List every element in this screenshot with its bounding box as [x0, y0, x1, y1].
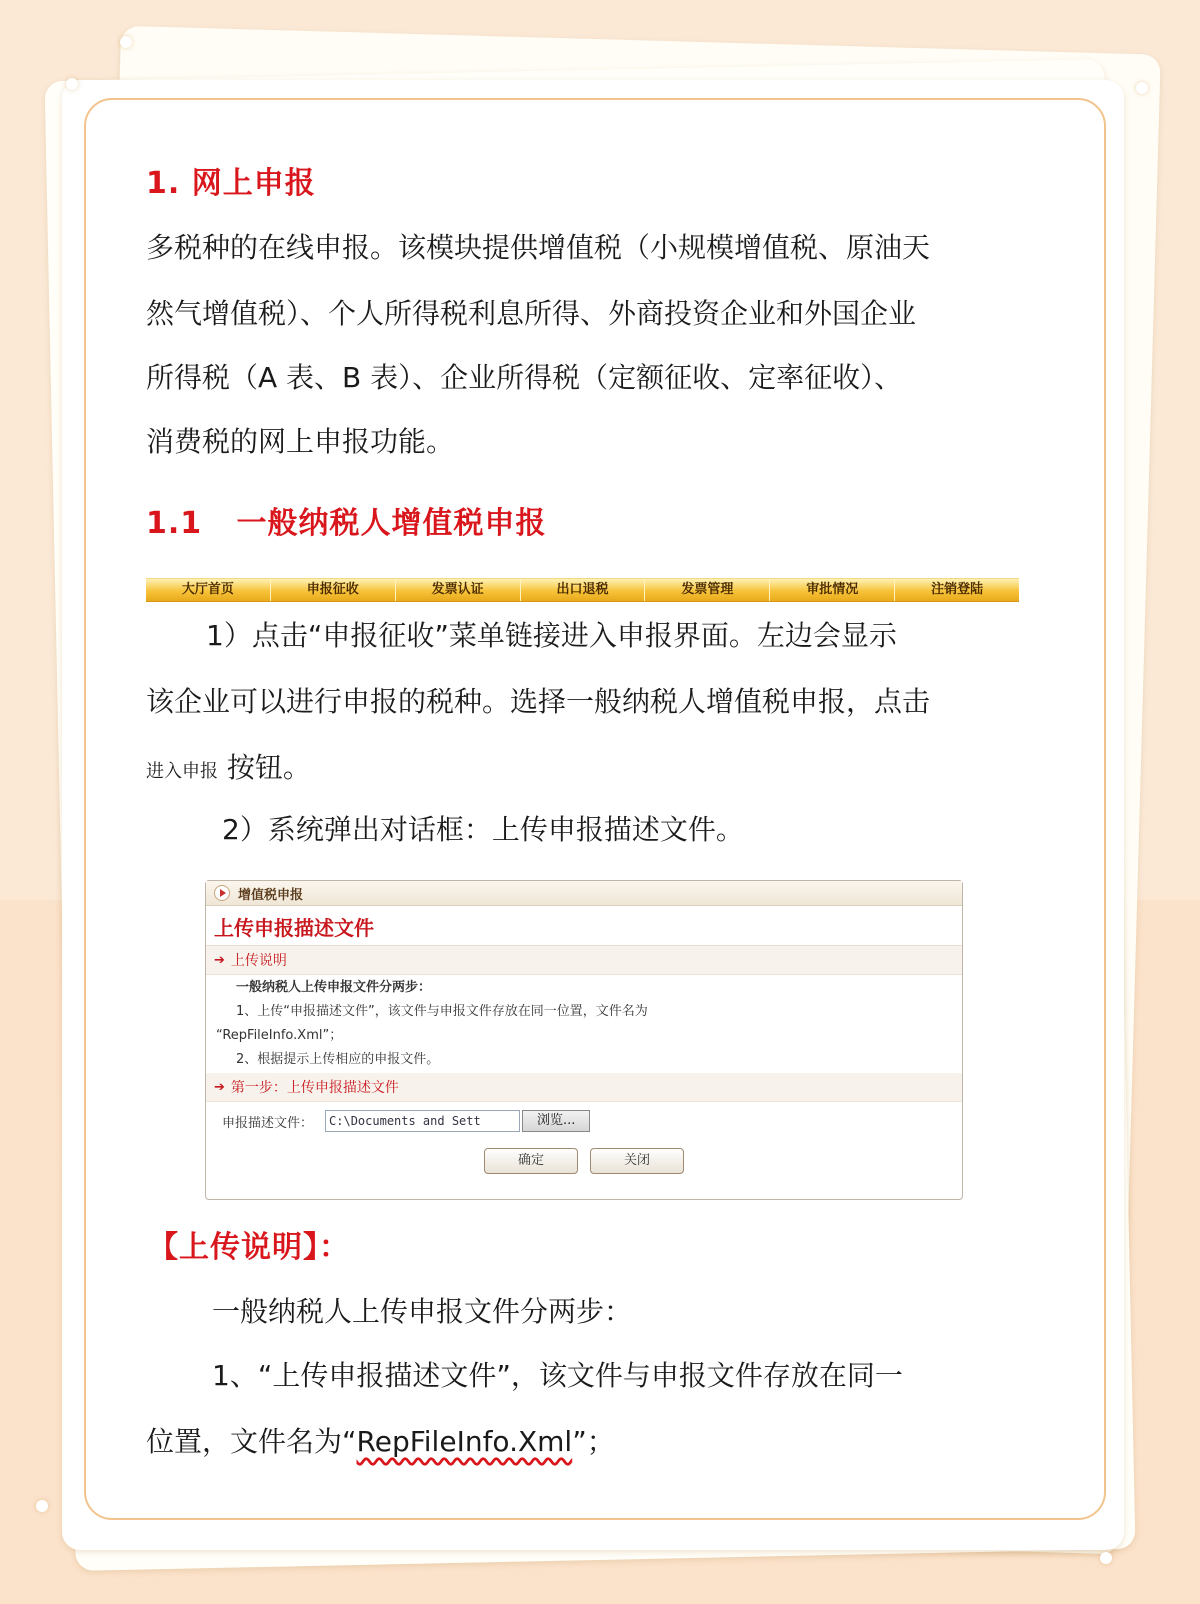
paragraph-line: 该企业可以进行申报的税种。选择一般纳税人增值税申报，点击: [146, 685, 931, 718]
note-bold: 一般纳税人上传申报文件分两步：: [236, 980, 432, 995]
paragraph-line: 所得税（A 表、B 表）、企业所得税（定额征收、定率征收）、: [146, 361, 903, 394]
dialog-title: 增值税申报: [238, 887, 304, 903]
dialog-heading: 上传申报描述文件: [206, 906, 962, 946]
menu-item-export-refund[interactable]: 出口退税: [521, 579, 646, 601]
paragraph-line: 消费税的网上申报功能。: [146, 425, 455, 458]
paragraph-line: 1、“上传申报描述文件”，该文件与申报文件存放在同一: [212, 1359, 903, 1392]
ok-button[interactable]: 确定: [484, 1148, 578, 1174]
paragraph-line: [146, 1420, 615, 1460]
section-heading: 1. 网上申报: [146, 166, 316, 201]
browse-button[interactable]: 浏览...: [522, 1110, 590, 1132]
menu-item-logout[interactable]: 注销登陆: [931, 582, 984, 597]
section-label: 第一步：上传申报描述文件: [230, 1080, 399, 1096]
dialog-button-row: [206, 1140, 962, 1174]
menu-item-invoice-auth[interactable]: 发票认证: [396, 579, 521, 601]
dialog-section-notes: [206, 946, 962, 975]
play-icon: [214, 885, 230, 901]
menu-item-approval-status[interactable]: 审批情况: [770, 579, 895, 601]
paragraph-line: 一般纳税人上传申报文件分两步：: [212, 1295, 633, 1328]
section-label: 上传说明: [230, 953, 287, 969]
paragraph-text: ”；: [572, 1425, 615, 1458]
paragraph-line: [146, 746, 311, 786]
upload-notes-heading: 【上传说明】：: [148, 1230, 350, 1265]
paragraph-line: 然气增值税）、个人所得税利息所得、外商投资企业和外国企业: [146, 297, 917, 330]
arrow-right-icon: ➔: [214, 1079, 225, 1095]
note-line: 2、根据提示上传相应的申报文件。: [236, 1052, 440, 1067]
dialog-titlebar: [206, 881, 962, 906]
close-button[interactable]: 关闭: [590, 1148, 684, 1174]
menu-item-declaration[interactable]: 申报征收: [271, 579, 396, 601]
upload-dialog: [205, 880, 963, 1200]
paragraph-text: 按钮。: [226, 751, 311, 784]
note-line: “RepFileInfo.Xml”；: [216, 1028, 343, 1043]
dialog-section-step: [206, 1073, 962, 1102]
file-name-text: RepFileInfo.Xml: [356, 1425, 573, 1458]
paragraph-line: 多税种的在线申报。该模块提供增值税（小规模增值税、原油天: [146, 231, 931, 264]
nav-menubar: [146, 578, 1019, 602]
subsection-heading: 1.1 一般纳税人增值税申报: [146, 506, 547, 541]
arrow-right-icon: ➔: [214, 952, 225, 968]
menu-item-hall-home[interactable]: 大厅首页: [146, 579, 271, 601]
file-path-input[interactable]: C:\Documents and Sett: [325, 1110, 520, 1132]
paragraph-line: 1）点击“申报征收”菜单链接进入申报界面。左边会显示: [206, 619, 897, 652]
file-field-row: [206, 1102, 962, 1140]
note-line: 1、上传“申报描述文件”，该文件与申报文件存放在同一位置，文件名为: [236, 1004, 648, 1019]
paragraph-line: 2）系统弹出对话框：上传申报描述文件。: [222, 813, 744, 846]
field-label: 申报描述文件：: [222, 1115, 314, 1131]
menu-item-invoice-manage[interactable]: 发票管理: [645, 579, 770, 601]
paragraph-text: 位置，文件名为“: [146, 1425, 357, 1458]
enter-declaration-inline-button: 进入申报: [146, 761, 218, 782]
